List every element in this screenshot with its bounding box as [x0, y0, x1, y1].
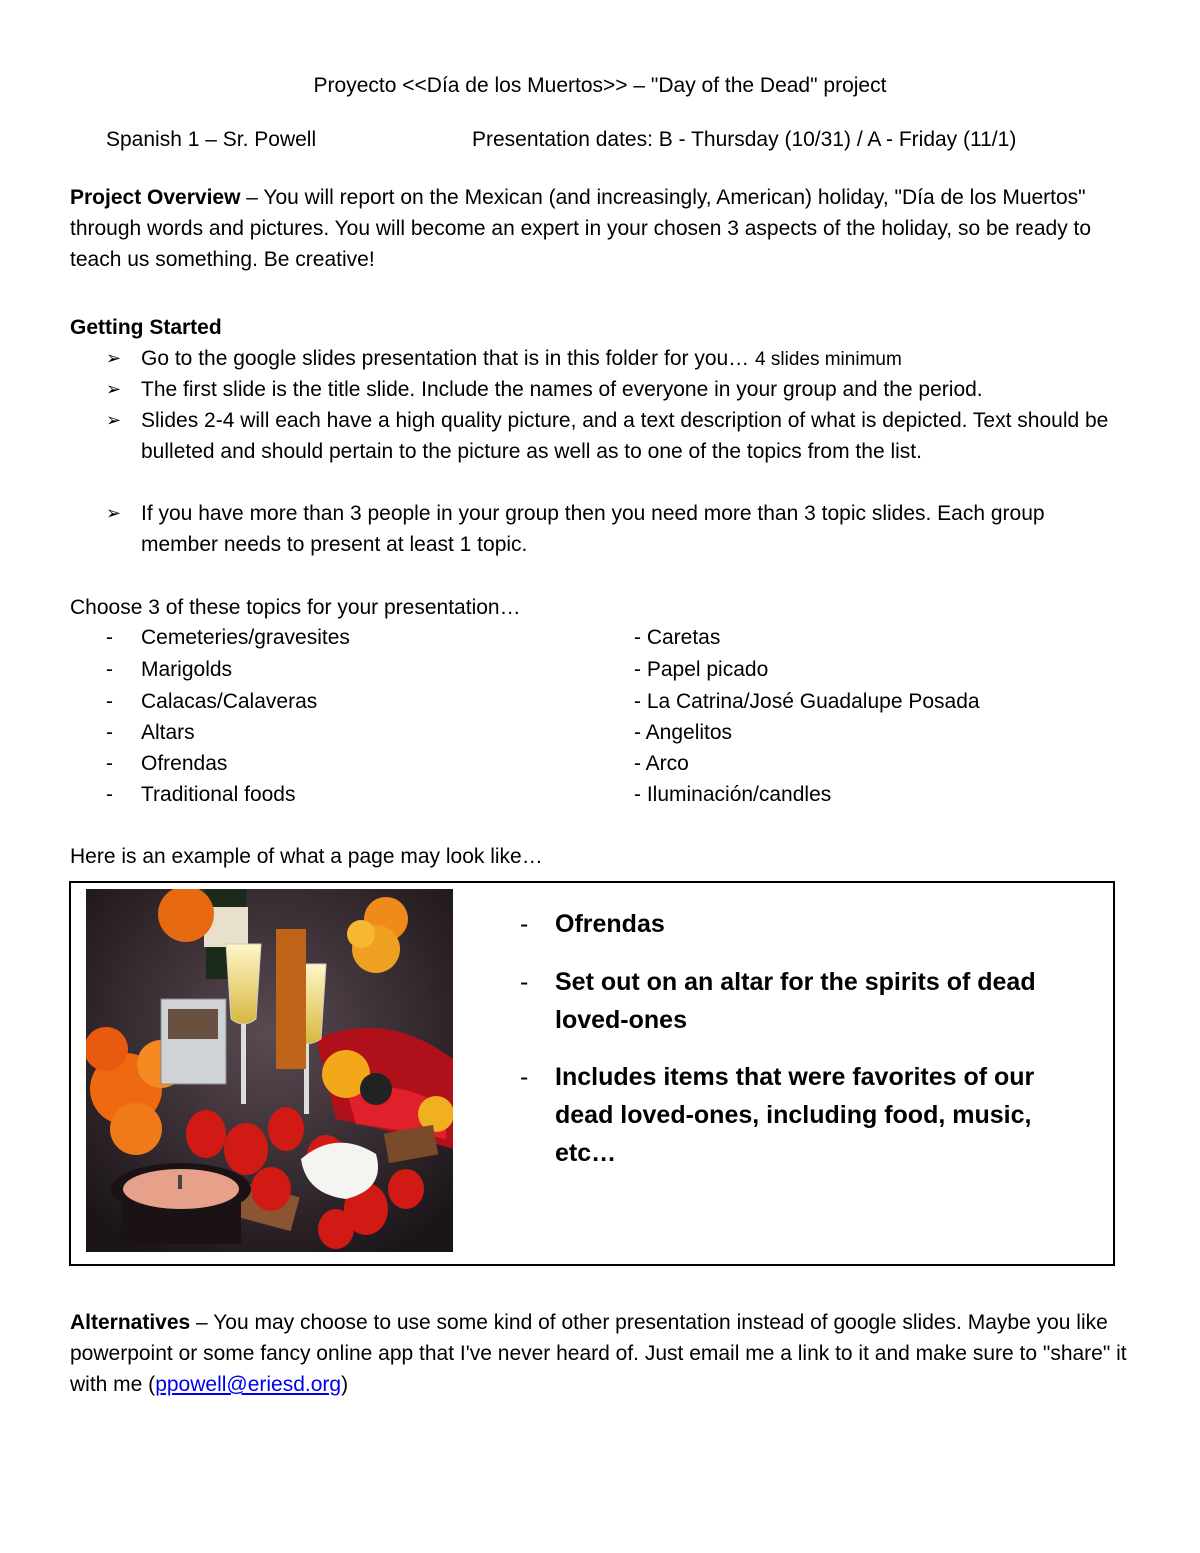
topic-item: - Angelitos — [634, 721, 733, 744]
arrow-bullet-icon: ➢ — [106, 348, 122, 368]
example-intro: Here is an example of what a page may look like… — [70, 845, 543, 868]
bullet-text: The first slide is the title slide. Include the names of everyone in your group and the period. — [141, 378, 983, 401]
topic-item: - Caretas — [634, 626, 721, 649]
topic-item: - La Catrina/José Guadalupe Posada — [634, 690, 980, 713]
alternatives-text: – You may choose to use some kind of other presentation instead of google slides. Maybe you like powerpoint or some fancy online app that I've never heard of. Just email me a link to it and make sure to "share" it with me ( — [70, 1311, 1127, 1396]
overview-label: Project Overview — [70, 186, 241, 209]
topic-item: - Papel picado — [634, 658, 769, 681]
arrow-bullet-icon: ➢ — [106, 503, 122, 523]
alternatives: Alternatives – You may choose to use some kind of other presentation instead of google slides. Maybe you like powerpoint or some fancy online app that I've never heard of. Just email me a link to it and make sure to "share" it with me (ppowell@eriesd.org) — [70, 1311, 1127, 1396]
page-title: Proyecto <<Día de los Muertos>> – "Day of the Dead" project — [313, 74, 887, 97]
project-overview — [70, 182, 1130, 275]
bullet-text: Slides 2-4 will each have a high quality picture, and a text description of what is depicted. Text should be bulleted and should pertain to the picture as well as to one of the topics from the list. — [141, 409, 1109, 463]
topic-item: - Iluminación/candles — [634, 783, 832, 806]
bullet-text: Go to the google slides presentation that is in this folder for you… — [141, 347, 750, 370]
alternatives-label: Alternatives — [70, 1311, 191, 1334]
overview-text: – You will report on the Mexican (and increasingly, American) holiday, "Día de los Muertos" through words and pictures. You will become an expert in your chosen 3 aspects of the holiday, so be ready to teach us something. Be creative! — [70, 186, 1092, 271]
email-link[interactable]: ppowell@eriesd.org — [155, 1373, 342, 1396]
bullet-text: If you have more than 3 people in your group then you need more than 3 topic slides. Each group member needs to present at least 1 topic. — [141, 502, 1045, 556]
arrow-bullet-icon: ➢ — [106, 379, 122, 399]
topics-intro: Choose 3 of these topics for your presentation… — [70, 596, 521, 619]
bullet-note: 4 slides minimum — [755, 349, 902, 370]
arrow-bullet-icon: ➢ — [106, 410, 122, 430]
ofrenda-photo — [86, 889, 453, 1252]
presentation-dates: Presentation dates: B - Thursday (10/31) / A - Friday (11/1) — [472, 128, 1017, 151]
topic-item: - Arco — [634, 752, 689, 775]
getting-started-heading: Getting Started — [70, 316, 222, 339]
course-name: Spanish 1 – Sr. Powell — [106, 128, 317, 151]
